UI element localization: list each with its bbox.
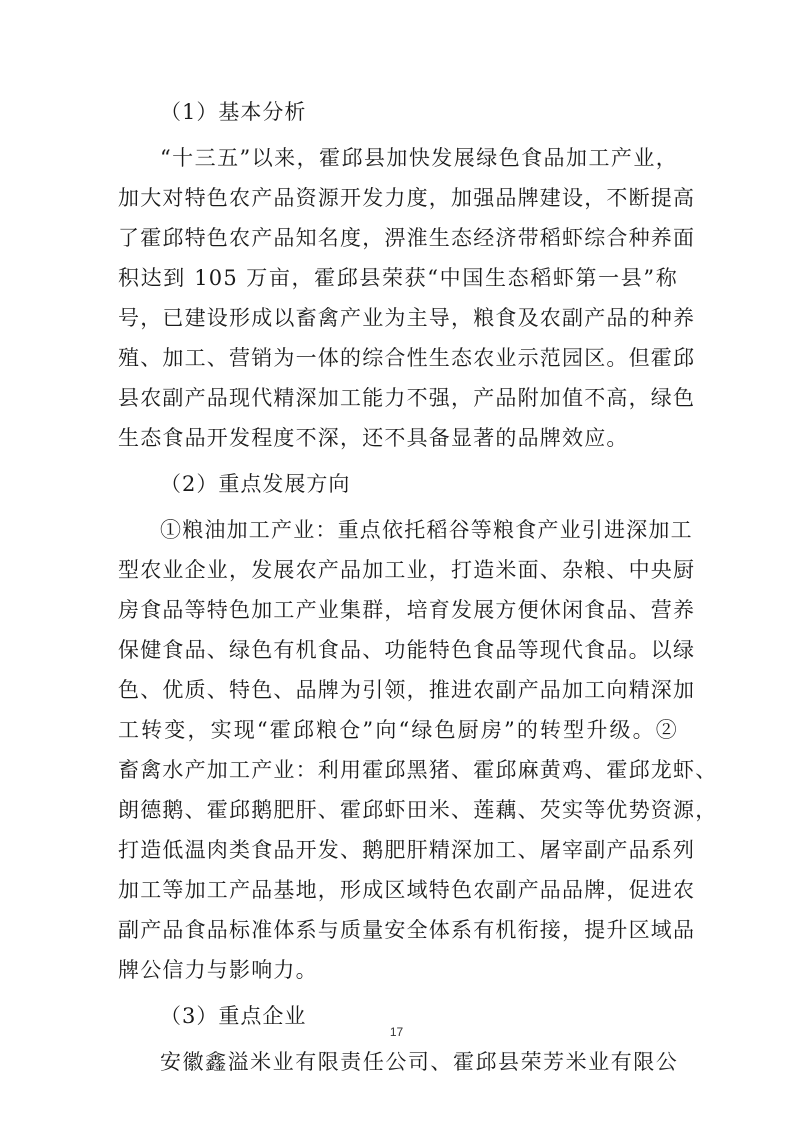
text-line: 工转变，实现“霍邱粮仓”向“绿色厨房”的转型升级。② [118, 718, 678, 742]
text-line: 号，已建设形成以畜禽产业为主导，粮食及农副产品的种养 [118, 306, 696, 330]
text-line: “十三五”以来，霍邱县加快发展绿色食品加工产业， [160, 146, 678, 170]
text-line: ①粮油加工产业：重点依托稻谷等粮食产业引进深加工 [160, 518, 693, 542]
text-line: 加工等加工产品基地，形成区域特色农副产品品牌，促进农 [118, 878, 696, 902]
section-heading-key-directions: （2）重点发展方向 [160, 472, 351, 496]
text-line: 房食品等特色加工产业集群，培育发展方便休闲食品、营养 [118, 598, 696, 622]
paragraph-key-directions [118, 510, 718, 990]
text-line: 朗德鹅、霍邱鹅肥肝、霍邱虾田米、莲藕、芡实等优势资源， [118, 798, 718, 822]
text-line: 畜禽水产加工产业：利用霍邱黑猪、霍邱麻黄鸡、霍邱龙虾、 [118, 758, 718, 782]
section-heading-basic-analysis: （1）基本分析 [160, 100, 307, 124]
text-line: 牌公信力与影响力。 [118, 958, 318, 982]
text-line: 安徽鑫溢米业有限责任公司、霍邱县荣芳米业有限公 [160, 1050, 678, 1074]
text-line: 生态食品开发程度不深，还不具备显著的品牌效应。 [118, 426, 629, 450]
text-line: 了霍邱特色农产品知名度，淠淮生态经济带稻虾综合种养面 [118, 226, 696, 250]
text-line: 色、优质、特色、品牌为引领，推进农副产品加工向精深加 [118, 678, 696, 702]
page-number: 17 [389, 1025, 404, 1039]
text-line: 加大对特色农产品资源开发力度，加强品牌建设，不断提高 [118, 186, 696, 210]
text-line: 殖、加工、营销为一体的综合性生态农业示范园区。但霍邱 [118, 346, 696, 370]
paragraph-basic-analysis [118, 138, 696, 458]
document-body [118, 92, 718, 1088]
paragraph-key-enterprises [118, 1042, 678, 1082]
section-heading-key-enterprises: （3）重点企业 [160, 1004, 307, 1028]
text-line: 型农业企业，发展农产品加工业，打造米面、杂粮、中央厨 [118, 558, 696, 582]
text-line: 副产品食品标准体系与质量安全体系有机衔接，提升区域品 [118, 918, 696, 942]
text-line: 保健食品、绿色有机食品、功能特色食品等现代食品。以绿 [118, 638, 696, 662]
text-line: 积达到 105 万亩，霍邱县荣获“中国生态稻虾第一县”称 [118, 266, 678, 290]
text-line: 县农副产品现代精深加工能力不强，产品附加值不高，绿色 [118, 386, 696, 410]
text-line: 打造低温肉类食品开发、鹅肥肝精深加工、屠宰副产品系列 [118, 838, 696, 862]
